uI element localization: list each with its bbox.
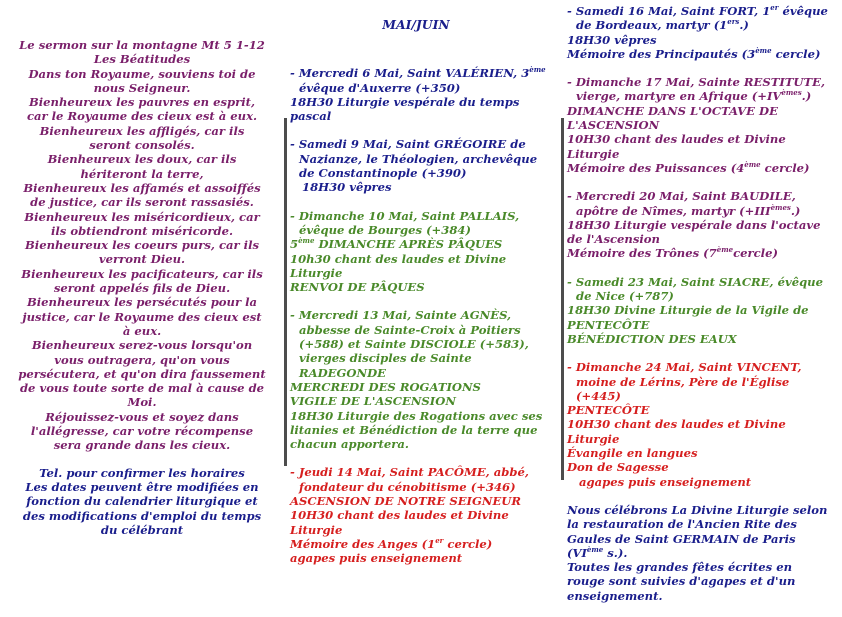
- contact-note: [18, 466, 266, 537]
- entry-line: Mémoire des Trônes (7èmecercle): [567, 245, 778, 261]
- calendar-entry: [290, 465, 552, 565]
- calendar-entry: [567, 503, 832, 603]
- entry-heading: - Mercredi 13 Mai, Sainte AGNÈS, abbesse de Sainte-Croix à Poitiers (+588) et Sainte DISCIOLE (+583), vierges disciples de Sainte RADEGONDE: [290, 308, 529, 380]
- calendar-entry: [567, 75, 832, 175]
- entry-line: 10H30 chant des laudes et Divine Liturgie: [567, 132, 786, 161]
- entry-line: 18H30 vêpres: [302, 180, 392, 195]
- beatitudes-text: [18, 38, 266, 453]
- beatitudes-line: Bienheureux les doux, car ils hériteront la terre,: [47, 152, 237, 181]
- calendar-entry: [567, 4, 832, 61]
- page-title: MAI/JUIN: [382, 17, 450, 32]
- entry-heading: - Jeudi 14 Mai, Saint PACÔME, abbé, fondateur du cénobitisme (+346): [290, 465, 529, 494]
- calendar-entry: [290, 66, 552, 123]
- contact-line: Tel. pour confirmer les horaires: [39, 465, 245, 480]
- calendar-entry: [290, 209, 552, 295]
- calendar-entry: [290, 137, 552, 194]
- beatitudes-line: Bienheureux les pacificateurs, car ils seront appelés fils de Dieu.: [21, 266, 263, 296]
- entry-line: 10H30 chant des laudes et Divine Liturgie: [567, 417, 786, 446]
- entry-line: 5ème DIMANCHE APRÈS PÂQUES: [290, 236, 503, 252]
- entry-heading: - Samedi 16 Mai, Saint FORT, 1er évêque de Bordeaux, martyr (1ers.): [567, 3, 828, 33]
- entry-line: 18H30 Divine Liturgie de la Vigile de PENTECÔTE: [567, 303, 809, 332]
- entry-line: 18H30 Liturgie vespérale du temps pascal: [290, 94, 520, 124]
- entry-heading: - Mercredi 6 Mai, Saint VALÉRIEN, 3ème évêque d'Auxerre (+350): [290, 65, 546, 95]
- entry-heading: - Dimanche 17 Mai, Sainte RESTITUTE, vierge, martyre en Afrique (+IVèmes.): [567, 75, 826, 104]
- entry-heading: - Dimanche 24 Mai, Saint VINCENT, moine de Lérins, Père de l'Église (+445): [567, 360, 802, 403]
- entry-line: agapes puis enseignement: [290, 551, 463, 566]
- entry-line: MERCREDI DES ROGATIONS: [290, 379, 481, 394]
- entry-line: Don de Sagesse: [567, 460, 669, 475]
- entry-line: 18H30 Liturgie vespérale dans l'octave de l'Ascension: [567, 217, 821, 247]
- beatitudes-line: Les Béatitudes: [93, 52, 191, 67]
- entry-line: Toutes les grandes fêtes écrites en rouge sont suivies d'agapes et d'un enseignement.: [567, 560, 796, 603]
- entry-line: agapes puis enseignement: [579, 474, 752, 489]
- beatitudes-line: Bienheureux les persécutés pour la justice, car le Royaume des cieux est à eux.: [22, 295, 262, 338]
- entry-line: Nous célébrons La Divine Liturgie selon la restauration de l'Ancien Rite des Gaules de Saint GERMAIN de Paris (VIème s.).: [567, 502, 828, 560]
- column-divider: [284, 118, 287, 466]
- calendar-entry: [567, 275, 832, 346]
- entry-line: ASCENSION DE NOTRE SEIGNEUR: [290, 494, 522, 509]
- entry-line: VIGILE DE L'ASCENSION: [290, 394, 456, 409]
- beatitudes-line: Le sermon sur la montagne Mt 5 1-12: [19, 38, 265, 52]
- beatitudes-column: [18, 38, 266, 537]
- beatitudes-line: Bienheureux les pauvres en esprit, car le Royaume des cieux est à eux.: [26, 95, 258, 124]
- entry-line: Mémoire des Principautés (3ème cercle): [567, 46, 821, 61]
- entry-heading: - Mercredi 20 Mai, Saint BAUDILE, apôtre de Nîmes, martyr (+IIIèmes.): [567, 189, 801, 218]
- entry-line: Mémoire des Puissances (4ème cercle): [567, 160, 810, 175]
- beatitudes-line: Bienheureux les miséricordieux, car ils obtiendront miséricorde.: [24, 209, 260, 238]
- entry-line: DIMANCHE DANS L'OCTAVE DE L'ASCENSION: [567, 103, 778, 133]
- entry-line: 18H30 vêpres: [567, 32, 657, 47]
- calendar-entry: [567, 189, 832, 260]
- entry-line: 10h30 chant des laudes et Divine Liturgie: [290, 251, 507, 280]
- entry-line: PENTECÔTE: [567, 403, 650, 418]
- calendar-entry: [567, 360, 832, 489]
- beatitudes-line: Réjouissez-vous et soyez dans l'allégresse, car votre récompense sera grande dans les cieux.: [30, 409, 254, 453]
- entry-line: Mémoire des Anges (1er cercle): [290, 536, 493, 551]
- column-divider: [561, 118, 564, 480]
- beatitudes-line: Bienheureux les affamés et assoiffés de justice, car ils seront rassasiés.: [23, 180, 261, 210]
- beatitudes-line: Dans ton Royaume, souviens toi de nous Seigneur.: [28, 66, 256, 95]
- beatitudes-line: Bienheureux les coeurs purs, car ils verront Dieu.: [24, 238, 259, 267]
- calendar-column-middle: [290, 18, 552, 580]
- entry-line: RENVOI DE PÂQUES: [290, 280, 425, 295]
- entry-line: 10H30 chant des laudes et Divine Liturgie: [290, 508, 509, 537]
- entry-line: BÉNÉDICTION DES EAUX: [567, 331, 737, 346]
- calendar-column-right: [567, 4, 832, 617]
- entry-line: Évangile en langues: [567, 446, 698, 461]
- entry-heading: - Dimanche 10 Mai, Saint PALLAIS, évêque de Bourges (+384): [290, 208, 520, 237]
- entry-heading: - Samedi 23 Mai, Saint SIACRE, évêque de Nice (+787): [567, 274, 823, 304]
- contact-line: Les dates peuvent être modifiées en fonction du calendrier liturgique et des modifications d'emploi du temps du célébrant: [22, 479, 262, 537]
- beatitudes-line: Bienheureux les affligés, car ils seront consolés.: [39, 123, 245, 153]
- entry-heading: - Samedi 9 Mai, Saint GRÉGOIRE de Nazianze, le Théologien, archevêque de Constantinople (+390): [290, 137, 538, 181]
- calendar-entry: [290, 308, 552, 451]
- beatitudes-line: Bienheureux serez-vous lorsqu'on vous outragera, qu'on vous persécutera, et qu'on dira faussement de vous toute sorte de mal à cause de Moi.: [18, 338, 266, 410]
- entries-right: [567, 4, 832, 603]
- entries-middle: [290, 66, 552, 565]
- entry-line: 18H30 Liturgie des Rogations avec ses litanies et Bénédiction de la terre que chacun apportera.: [290, 408, 543, 452]
